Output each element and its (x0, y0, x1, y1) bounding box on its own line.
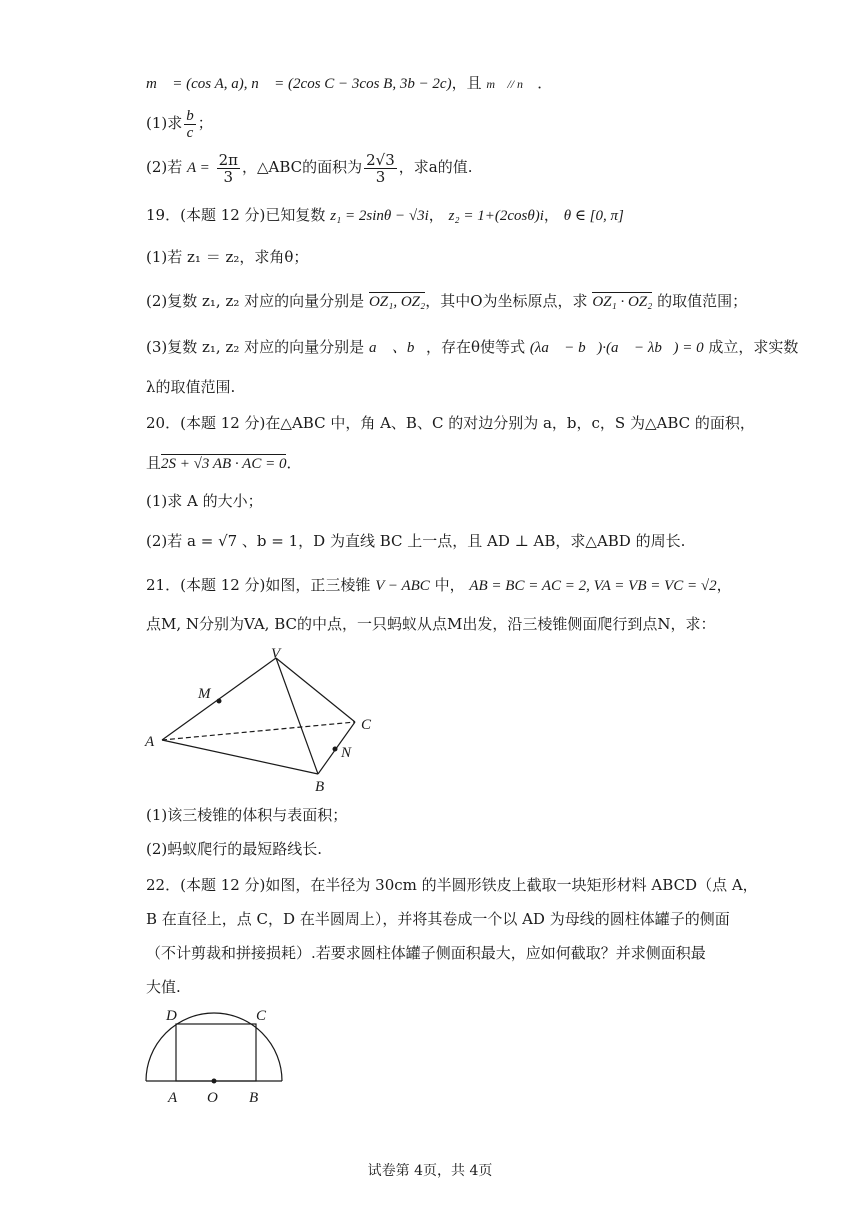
q18-part1: (1)求 $\frac{b}{c}$ ； (146, 107, 213, 141)
label-c: C (256, 1008, 267, 1024)
q18-area-fraction: $\frac{2√3}{3}$ (366, 150, 395, 186)
label-a: A (168, 1090, 178, 1106)
point-n (333, 747, 338, 752)
q19-dot-product: OZ₁ · OZ₂ (592, 291, 652, 313)
label-v: V (271, 646, 281, 662)
q22-stem-4: 大值. (146, 978, 181, 996)
rectangle-abcd (176, 1024, 256, 1081)
edge-ab (162, 740, 318, 774)
q18-parallel: m⃗ // n⃗ (486, 77, 533, 91)
edge-ac-hidden (162, 722, 355, 740)
q20-part1: (1)求 A 的大小； (146, 492, 263, 510)
q22-semicircle-figure (138, 1006, 308, 1106)
point-o (212, 1079, 217, 1084)
q19-vectors-oz: OZ₁, OZ₂ (369, 291, 425, 313)
q22-stem-1: 22．(本题 12 分)如图，在半径为 30cm 的半圆形铁皮上截取一块矩形材料 ABCD（点 A， (146, 876, 758, 894)
q18-vectors: m⃗ = (cos A, a), n⃗ = (2cos C − 3cos B, 3b − 2c)，且 m⃗ // n⃗ ． (146, 74, 553, 92)
q19-theta-range: θ ∈ [0, π] (563, 208, 624, 224)
q20-stem: 20．(本题 12 分)在△ABC 中，角 A、B、C 的对边分别为 a，b，c，S 为△ABC 的面积， (146, 414, 755, 432)
q20-condition: 且2S + √3 AB · AC = 0． (146, 452, 301, 475)
q19-stem: 19．(本题 12 分)已知复数 z₁ = 2sinθ − √3i， z₂ = 1+(2cosθ)i， θ ∈ [0, π] (146, 206, 624, 224)
label-a: A (145, 734, 155, 750)
q18-part2: (2)若 A = $\frac{2\pi}{3}$ ，△ABC的面积为 $\frac{2√3}{3}$ ，求a的值. (146, 150, 473, 186)
q21-part2: (2)蚂蚁爬行的最短路线长. (146, 840, 323, 858)
q19-part1: (1)若 z₁ ＝ z₂，求角θ； (146, 248, 309, 266)
label-o: O (207, 1090, 218, 1106)
q21-stem: 21．(本题 12 分)如图，正三棱锥 V − ABC 中， AB = BC = AC = 2, VA = VB = VC = √2， (146, 576, 732, 594)
q19-part3: (3)复数 z₁, z₂ 对应的向量分别是 a⃗ 、b⃗，存在θ使等式 (λa⃗ − b⃗)·(a⃗ − λb⃗) = 0 成立，求实数 (146, 338, 799, 356)
q19-part3-cont: λ的取值范围. (146, 378, 236, 396)
q20-equation: 2S + √3 AB · AC = 0 (161, 453, 286, 475)
q19-z2: z₂ = 1+(2cosθ)i (448, 208, 544, 224)
q21-stem-cont: 点M, N分别为VA, BC的中点，一只蚂蚁从点M出发，沿三棱锥侧面爬行到点N，求： (146, 615, 716, 633)
q18-fraction-b-over-c: $\frac{b}{c}$ (186, 107, 194, 141)
q21-pyramid-figure (140, 646, 380, 796)
q18-vector-definition: m⃗ = (cos A, a), n⃗ = (2cos C − 3cos B, 3b − 2c) (146, 76, 452, 92)
q19-part2: (2)复数 z₁, z₂ 对应的向量分别是 OZ₁, OZ₂，其中O为坐标原点，求 OZ₁ · OZ₂ 的取值范围； (146, 290, 747, 313)
label-d: D (166, 1008, 177, 1024)
label-b: B (249, 1090, 259, 1106)
q21-part1: (1)该三棱锥的体积与表面积； (146, 806, 348, 824)
label-m: M (198, 686, 211, 702)
q22-stem-2: B 在直径上，点 C，D 在半圆周上），并将其卷成一个以 AD 为母线的圆柱体罐子的侧面 (146, 910, 730, 928)
q22-stem-3: （不计剪裁和拼接损耗）.若要求圆柱体罐子侧面积最大，应如何截取？并求侧面积最 (146, 944, 706, 962)
q19-equation: (λa⃗ − b⃗)·(a⃗ − λb⃗) = 0 (529, 340, 704, 356)
label-b: B (315, 779, 325, 795)
q20-part2: (2)若 a = √7 、b = 1，D 为直线 BC 上一点，且 AD ⊥ AB，求△ABD 的周长. (146, 532, 686, 550)
q19-vectors-ab: a⃗ 、b⃗ (368, 340, 427, 356)
q19-z1: z₁ = 2sinθ − √3i (330, 208, 429, 224)
label-c: C (361, 717, 372, 733)
q21-edge-lengths: AB = BC = AC = 2, VA = VB = VC = √2 (469, 578, 717, 594)
point-m (217, 699, 222, 704)
page-footer: 试卷第 4页，共 4页 (367, 1163, 493, 1179)
label-n: N (341, 745, 352, 761)
q18-angle-fraction: $\frac{2\pi}{3}$ (218, 150, 238, 186)
